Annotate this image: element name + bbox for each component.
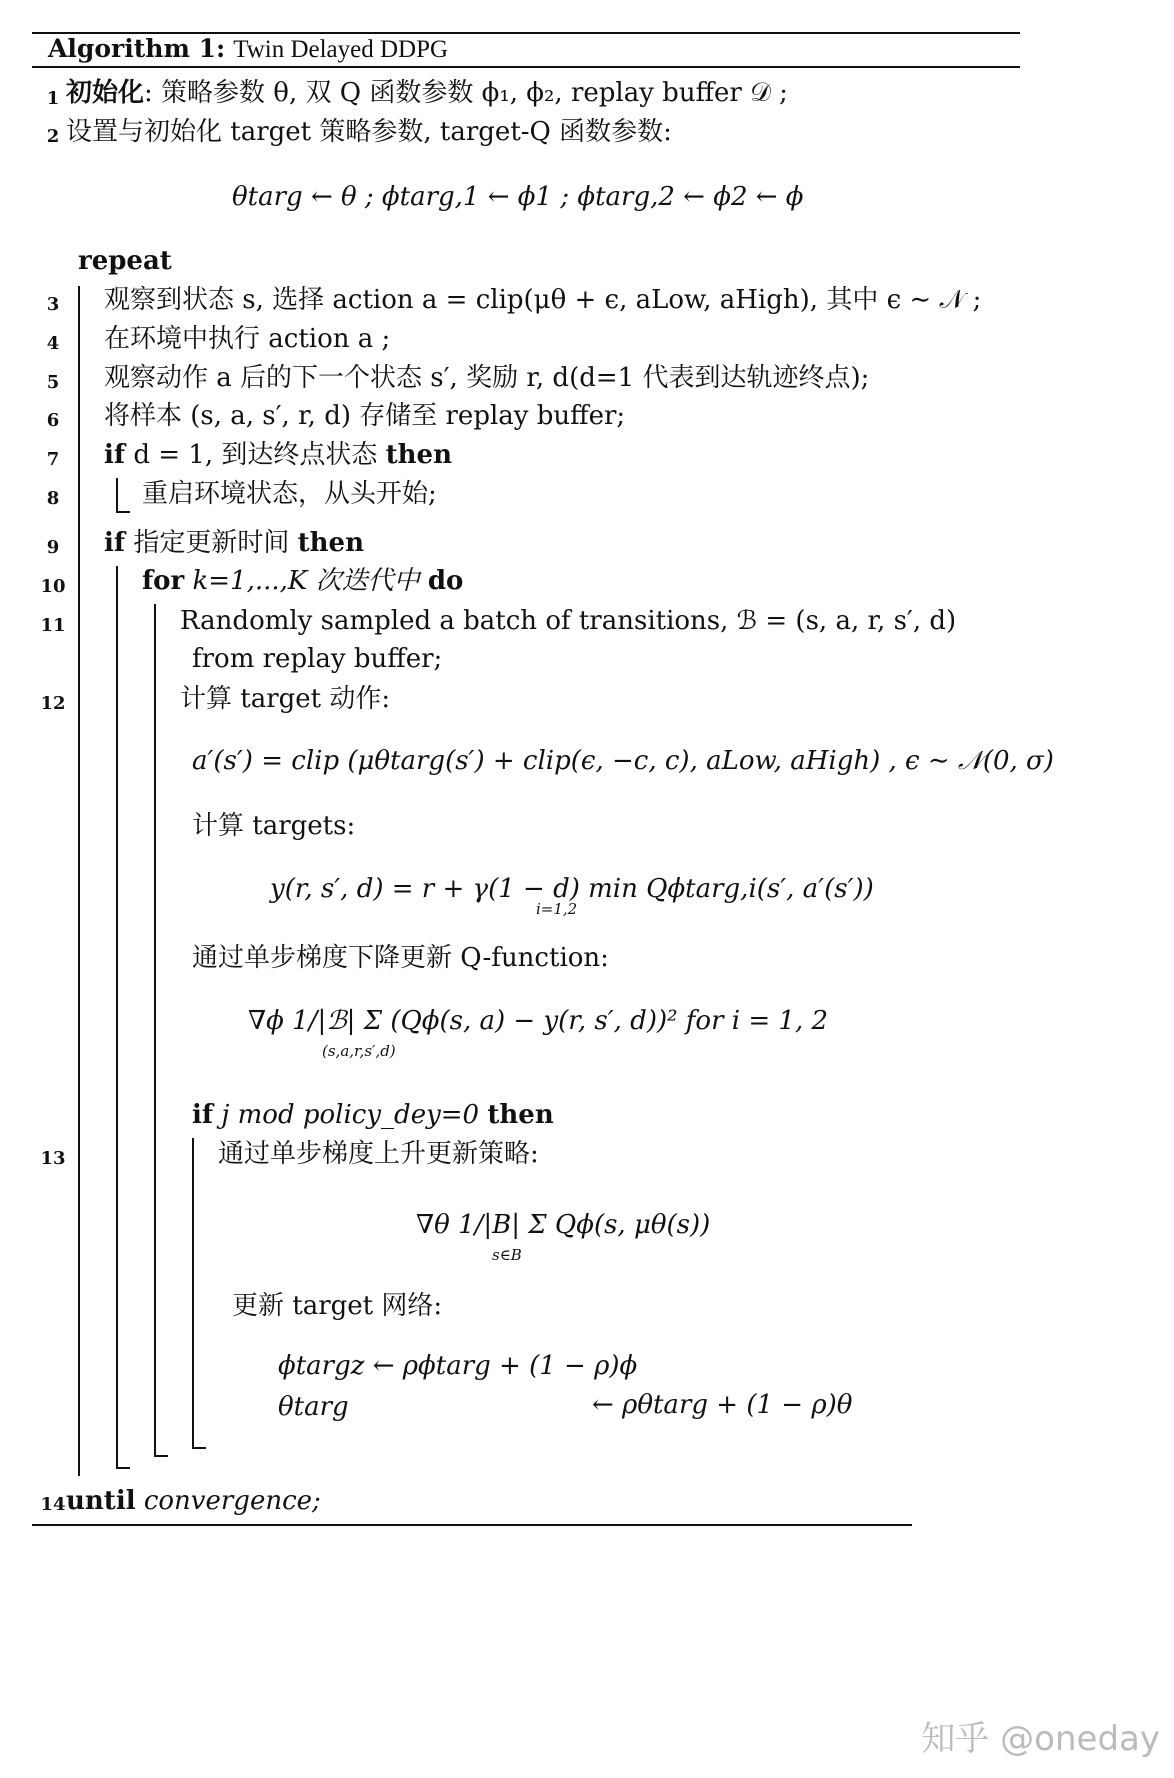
target-y-equation: y(r, s′, d) = r + γ(1 − d) min Qϕtarg,i(s′, a′(s′)) (270, 874, 874, 904)
line-3-text: 观察到状态 s, 选择 action a = clip(μθ + ϵ, aLow, aHigh), 其中 ϵ ∼ 𝒩 ; (104, 285, 982, 315)
for-scope-bar (154, 604, 156, 1456)
line-number-8: 8 (46, 488, 60, 509)
repeat-scope-bar (78, 286, 80, 1476)
line-7-condition: d = 1, 到达终点状态 (133, 440, 378, 470)
if-scope-bar (116, 478, 118, 512)
if-keyword: if (192, 1100, 214, 1130)
line-11-text: Randomly sampled a batch of transitions, ℬ = (s, a, r, s′, d) (180, 606, 957, 636)
line-number-11: 11 (40, 615, 66, 636)
line-number-9: 9 (46, 537, 60, 558)
if-scope-end (116, 511, 130, 513)
target-action-equation: a′(s′) = clip (μθtarg(s′) + clip(ϵ, −c, c), aLow, aHigh) , ϵ ∼ 𝒩(0, σ) (192, 746, 1054, 776)
for-range: k=1,...,K 次迭代中 (192, 566, 420, 596)
phi-target-equation: ϕtargz ← ρϕtarg + (1 − ρ)ϕ (278, 1351, 638, 1381)
line-number-7: 7 (46, 449, 60, 470)
line-8-text: 重启环境状态，从头开始; (142, 479, 437, 509)
line-11-continued: from replay buffer; (192, 644, 443, 674)
init-keyword: 初始化 (66, 78, 145, 108)
line-number-13: 13 (40, 1148, 66, 1169)
update-scope-end (116, 1467, 130, 1469)
line-1-text: : 策略参数 θ, 双 Q 函数参数 ϕ₁, ϕ₂, replay buffer 𝒟 ; (144, 78, 788, 108)
for-scope-end (154, 1455, 168, 1457)
line-number-10: 10 (40, 576, 66, 597)
q-update-text: 通过单步梯度下降更新 Q-function: (192, 943, 609, 973)
theta-target-right: ← ρθtarg + (1 − ρ)θ (592, 1390, 853, 1420)
update-target-text: 更新 target 网络: (232, 1291, 443, 1321)
line-number-3: 3 (46, 294, 60, 315)
line-number-5: 5 (46, 372, 60, 393)
policy-scope-bar (192, 1138, 194, 1448)
line-number-14: 14 (40, 1494, 66, 1515)
line-1 (66, 80, 788, 106)
for-keyword: for (142, 566, 185, 596)
algorithm-caption (48, 36, 448, 62)
line-12-text: 计算 target 动作: (180, 684, 391, 714)
repeat-keyword: repeat (78, 246, 172, 276)
sum-subscript: (s,a,r,s′,d) (322, 1042, 396, 1060)
line-number-2: 2 (46, 126, 60, 147)
line-4-text: 在环境中执行 action a ; (104, 324, 391, 354)
then-keyword: then (297, 528, 364, 558)
if-keyword: if (104, 440, 126, 470)
line-6-text: 将样本 (s, a, s′, r, d) 存储至 replay buffer; (104, 401, 626, 431)
q-loss-equation: ∇ϕ 1/|ℬ| Σ (Qϕ(s, a) − y(r, s′, d))² for i = 1, 2 (248, 1006, 829, 1036)
do-keyword: do (427, 566, 464, 596)
min-subscript: i=1,2 (536, 900, 578, 918)
until-keyword: until (66, 1486, 136, 1516)
line-13-text: 通过单步梯度上升更新策略: (218, 1139, 539, 1169)
update-scope-bar (116, 566, 118, 1468)
bottom-rule (32, 1524, 912, 1526)
convergence-text: convergence; (143, 1486, 321, 1516)
line-number-12: 12 (40, 693, 66, 714)
then-keyword: then (385, 440, 452, 470)
caption-rule (32, 66, 1020, 68)
line-10 (142, 568, 463, 594)
line-7 (104, 442, 452, 468)
theta-target-left: θtarg (278, 1392, 349, 1422)
policy-delay-expression: j mod policy_dey=0 (221, 1100, 480, 1130)
line-5-text: 观察动作 a 后的下一个状态 s′, 奖励 r, d(d=1 代表到达轨迹终点); (104, 363, 870, 393)
policy-scope-end (192, 1447, 206, 1449)
policy-gradient-equation: ∇θ 1/|B| Σ Qϕ(s, μθ(s)) (416, 1210, 711, 1240)
line-9-condition: 指定更新时间 (133, 528, 290, 558)
target-init-equation: θtarg ← θ ; ϕtarg,1 ← ϕ1 ; ϕtarg,2 ← ϕ2 ← ϕ (232, 182, 804, 212)
line-2-text: 设置与初始化 target 策略参数, target-Q 函数参数: (66, 117, 672, 147)
algorithm-label: Algorithm 1: (48, 34, 226, 63)
watermark: 知乎 @oneday (921, 1719, 1160, 1759)
compute-targets-text: 计算 targets: (192, 811, 356, 841)
if-keyword: if (104, 528, 126, 558)
line-14 (66, 1488, 321, 1514)
then-keyword: then (487, 1100, 554, 1130)
line-number-6: 6 (46, 410, 60, 431)
policy-delay-condition (192, 1102, 554, 1128)
algorithm-title: Twin Delayed DDPG (233, 36, 449, 63)
line-number-4: 4 (46, 333, 60, 354)
policy-sum-subscript: s∈B (492, 1246, 522, 1264)
line-9 (104, 530, 364, 556)
line-number-1: 1 (46, 88, 60, 109)
